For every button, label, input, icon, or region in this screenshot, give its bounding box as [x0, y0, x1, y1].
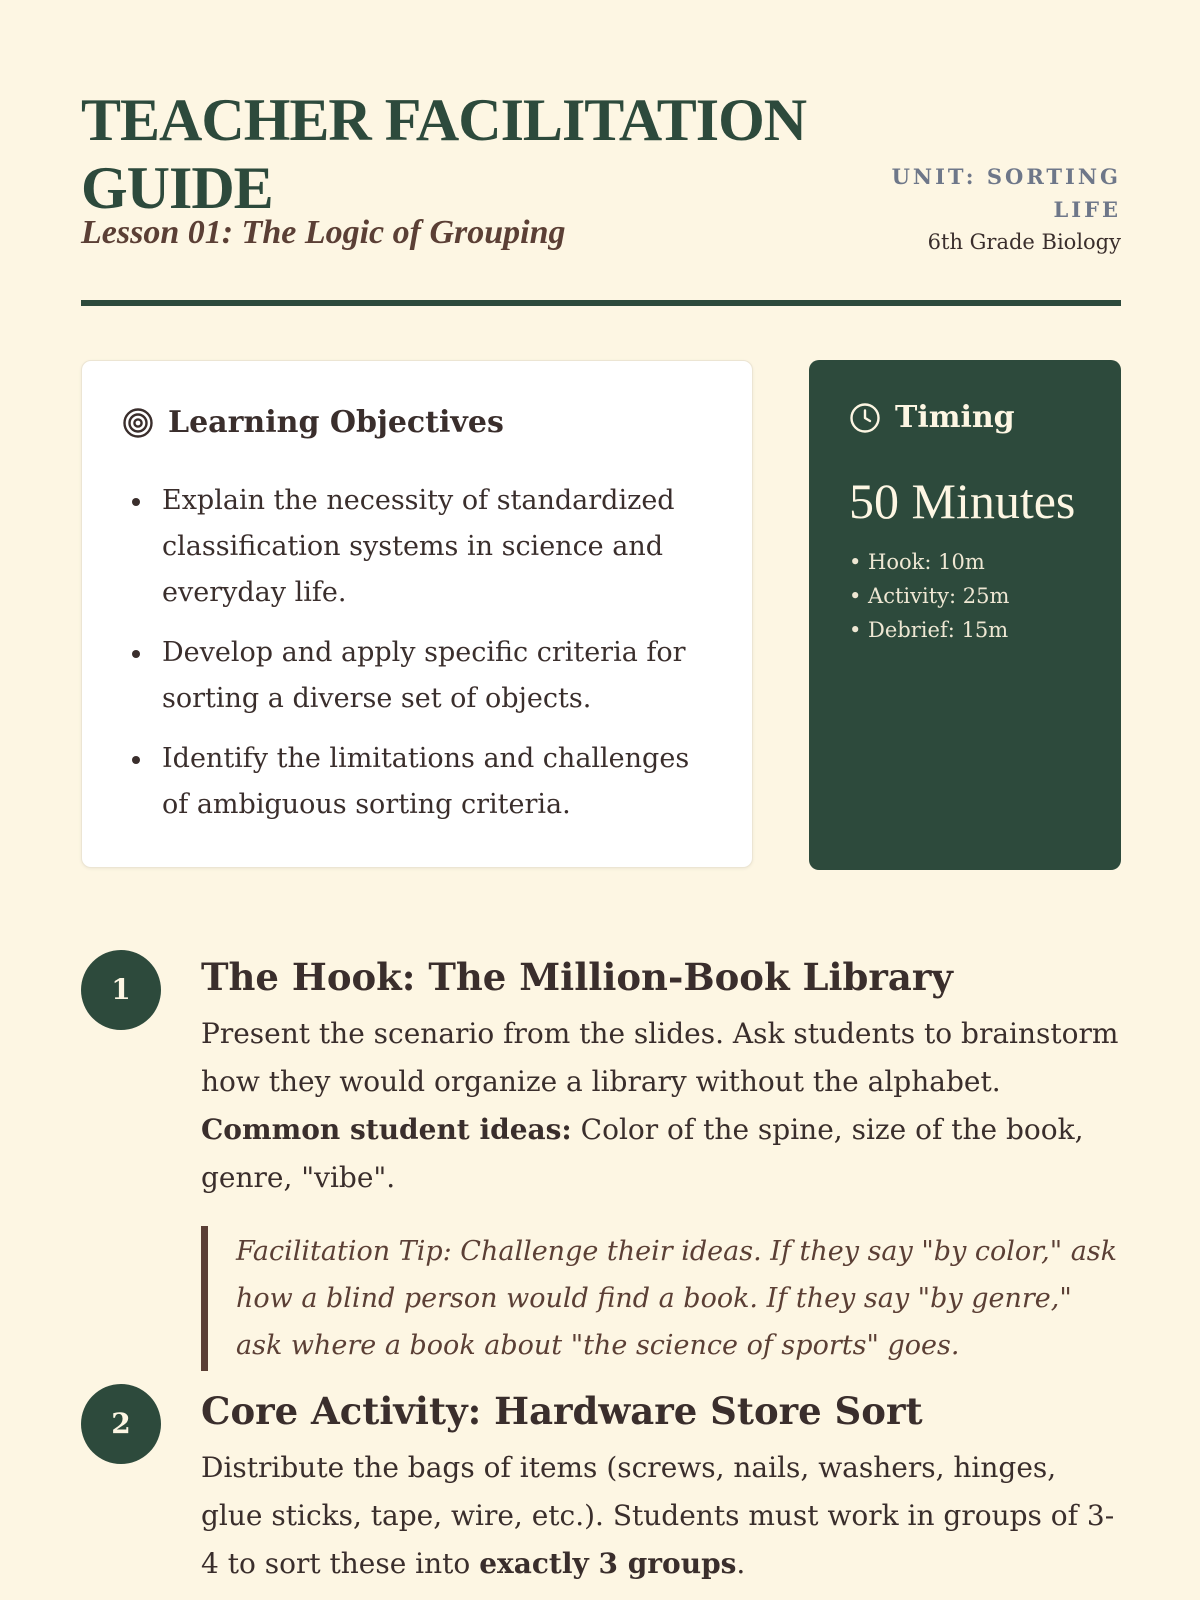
list-item: Identify the limitations and challenges of ambiguous sorting criteria. [122, 736, 716, 828]
facilitation-tip: Facilitation Tip: Challenge their ideas. If they say "by color," ask how a blind person would find a book. If they say "by genre," ask where a book about "the science of sports" goes. [201, 1226, 1121, 1371]
step-text-bold: Common student ideas: [201, 1113, 572, 1146]
step-text-intro: Distribute the bags of items (screws, nails, washers, hinges, glue sticks, tape, wire, etc.). Students must work in groups of 3-4 to sort these into [201, 1451, 1115, 1580]
timing-total: 50 Minutes [849, 473, 1076, 529]
step-number-badge: 2 [81, 1384, 161, 1464]
unit-info [881, 160, 1121, 258]
target-icon [122, 407, 154, 439]
unit-label: UNIT: SORTING LIFE [891, 164, 1121, 222]
timing-breakdown [849, 545, 1091, 647]
timing-card [809, 360, 1121, 870]
page-title: TEACHER FACILITATION GUIDE [81, 87, 807, 221]
guide-header [81, 0, 1121, 306]
list-item: Develop and apply specific criteria for sorting a diverse set of objects. [122, 630, 716, 722]
step-body [201, 1384, 1121, 1588]
step-title: Core Activity: Hardware Store Sort [201, 1389, 923, 1433]
facilitation-guide-page [81, 0, 1121, 1580]
step-description [201, 1444, 1121, 1588]
step-title: The Hook: The Million-Book Library [201, 955, 953, 999]
step-text-rest: . [736, 1547, 746, 1580]
step-text-bold: exactly 3 groups [479, 1547, 737, 1580]
lesson-subtitle: Lesson 01: The Logic of Grouping [81, 214, 566, 251]
step-text-intro: Present the scenario from the slides. Ask students to brainstorm how they would organize a library without the alphabet. [201, 1017, 1119, 1098]
clock-icon [849, 402, 881, 434]
header-divider [81, 300, 1121, 306]
timing-heading-label: Timing [895, 400, 1015, 435]
step-body [201, 950, 1121, 1371]
step-description [201, 1010, 1121, 1202]
objectives-list [122, 478, 716, 828]
timing-item-activity: • Activity: 25m [849, 584, 1010, 608]
timing-item-debrief: • Debrief: 15m [849, 618, 1009, 642]
step-number-badge: 1 [81, 950, 161, 1030]
list-item: Explain the necessity of standardized classification systems in science and everyday life. [122, 478, 716, 616]
objectives-heading-label: Learning Objectives [168, 405, 504, 440]
grade-label: 6th Grade Biology [927, 230, 1121, 254]
step-text-rest: Color of the spine, size of the book, genre, "vibe". [201, 1113, 1084, 1194]
learning-objectives-card [81, 360, 753, 868]
timing-heading [849, 400, 1091, 435]
objectives-heading [122, 405, 716, 440]
timing-item-hook: • Hook: 10m [849, 550, 985, 574]
